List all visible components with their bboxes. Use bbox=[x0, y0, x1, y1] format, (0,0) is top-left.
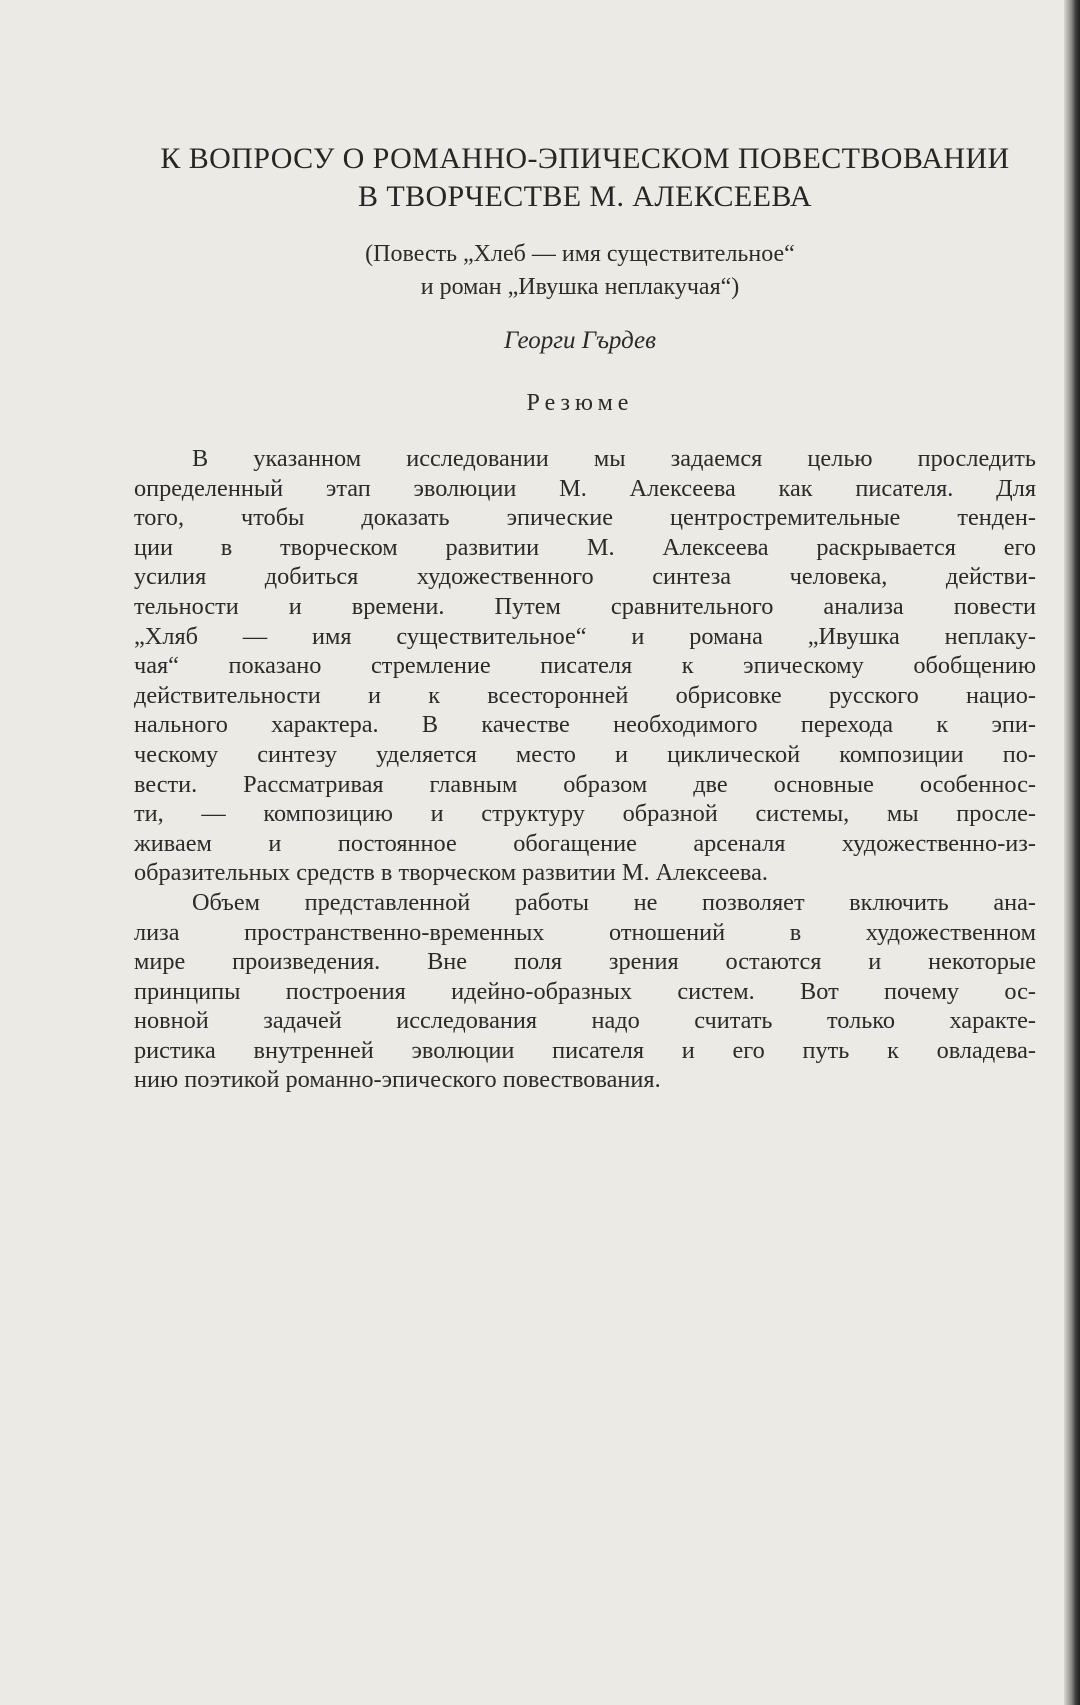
author-name: Георги Гърдев bbox=[503, 327, 656, 354]
paragraph-2 bbox=[134, 888, 1036, 1095]
text-line: усилия добиться художественного синтеза человека, действи- bbox=[134, 563, 1036, 591]
article-subtitle bbox=[230, 238, 930, 304]
text-line: ти, — композицию и структуру образной системы, мы просле- bbox=[134, 800, 1036, 828]
text-line: действительности и к всесторонней обрисовке русского нацио- bbox=[134, 681, 1036, 709]
section-heading: Резюме bbox=[526, 390, 634, 416]
subtitle-line-1: (Повесть „Хлеб — имя существительное“ bbox=[365, 241, 795, 267]
title-line-2: В ТВОРЧЕСТВЕ М. АЛЕКСЕЕВА bbox=[358, 180, 812, 213]
text-line: определенный этап эволюции М. Алексеева как писателя. Для bbox=[134, 474, 1036, 502]
text-line: „Хляб — имя существительное“ и романа „Ивушка неплаку- bbox=[134, 622, 1036, 650]
paragraph-1 bbox=[134, 444, 1036, 888]
text-line: принципы построения идейно-образных систем. Вот почему ос- bbox=[134, 977, 1036, 1005]
text-line: того, чтобы доказать эпические центростремительные тенден- bbox=[134, 504, 1036, 532]
text-line: вести. Рассматривая главным образом две основные особеннос- bbox=[134, 770, 1036, 798]
text-line: ческому синтезу уделяется место и циклической композиции по- bbox=[134, 740, 1036, 768]
text-line: новной задачей исследования надо считать только характе- bbox=[134, 1007, 1036, 1035]
text-line: ции в творческом развитии М. Алексеева раскрывается его bbox=[134, 533, 1036, 561]
book-spine-edge bbox=[1064, 0, 1080, 1705]
text-line: В указанном исследовании мы задаемся целью проследить bbox=[192, 445, 1036, 472]
text-line: Объем представленной работы не позволяет включить ана- bbox=[192, 888, 1036, 916]
text-line: ристика внутренней эволюции писателя и его путь к овладева- bbox=[134, 1036, 1036, 1064]
text-line: живаем и постоянное обогащение арсеналя художественно-из- bbox=[134, 829, 1036, 857]
text-line: образительных средств в творческом развитии М. Алексеева. bbox=[134, 859, 768, 887]
title-line-1: К ВОПРОСУ О РОМАННО-ЭПИЧЕСКОМ ПОВЕСТВОВАНИИ bbox=[160, 142, 1010, 175]
article-title bbox=[130, 140, 1040, 216]
subtitle-line-2: и роман „Ивушка неплакучая“) bbox=[420, 274, 740, 300]
abstract-body bbox=[134, 444, 1036, 1095]
text-line: чая“ показано стремление писателя к эпическому обобщению bbox=[134, 652, 1036, 680]
text-line: нию поэтикой романно-эпического повествования. bbox=[134, 1066, 661, 1094]
text-line: тельности и времени. Путем сравнительного анализа повести bbox=[134, 592, 1036, 620]
text-line: лиза пространственно-временных отношений в художественном bbox=[134, 918, 1036, 946]
text-line: мире произведения. Вне поля зрения остаются и некоторые bbox=[134, 948, 1036, 976]
text-line: нального характера. В качестве необходимого перехода к эпи- bbox=[134, 711, 1036, 739]
